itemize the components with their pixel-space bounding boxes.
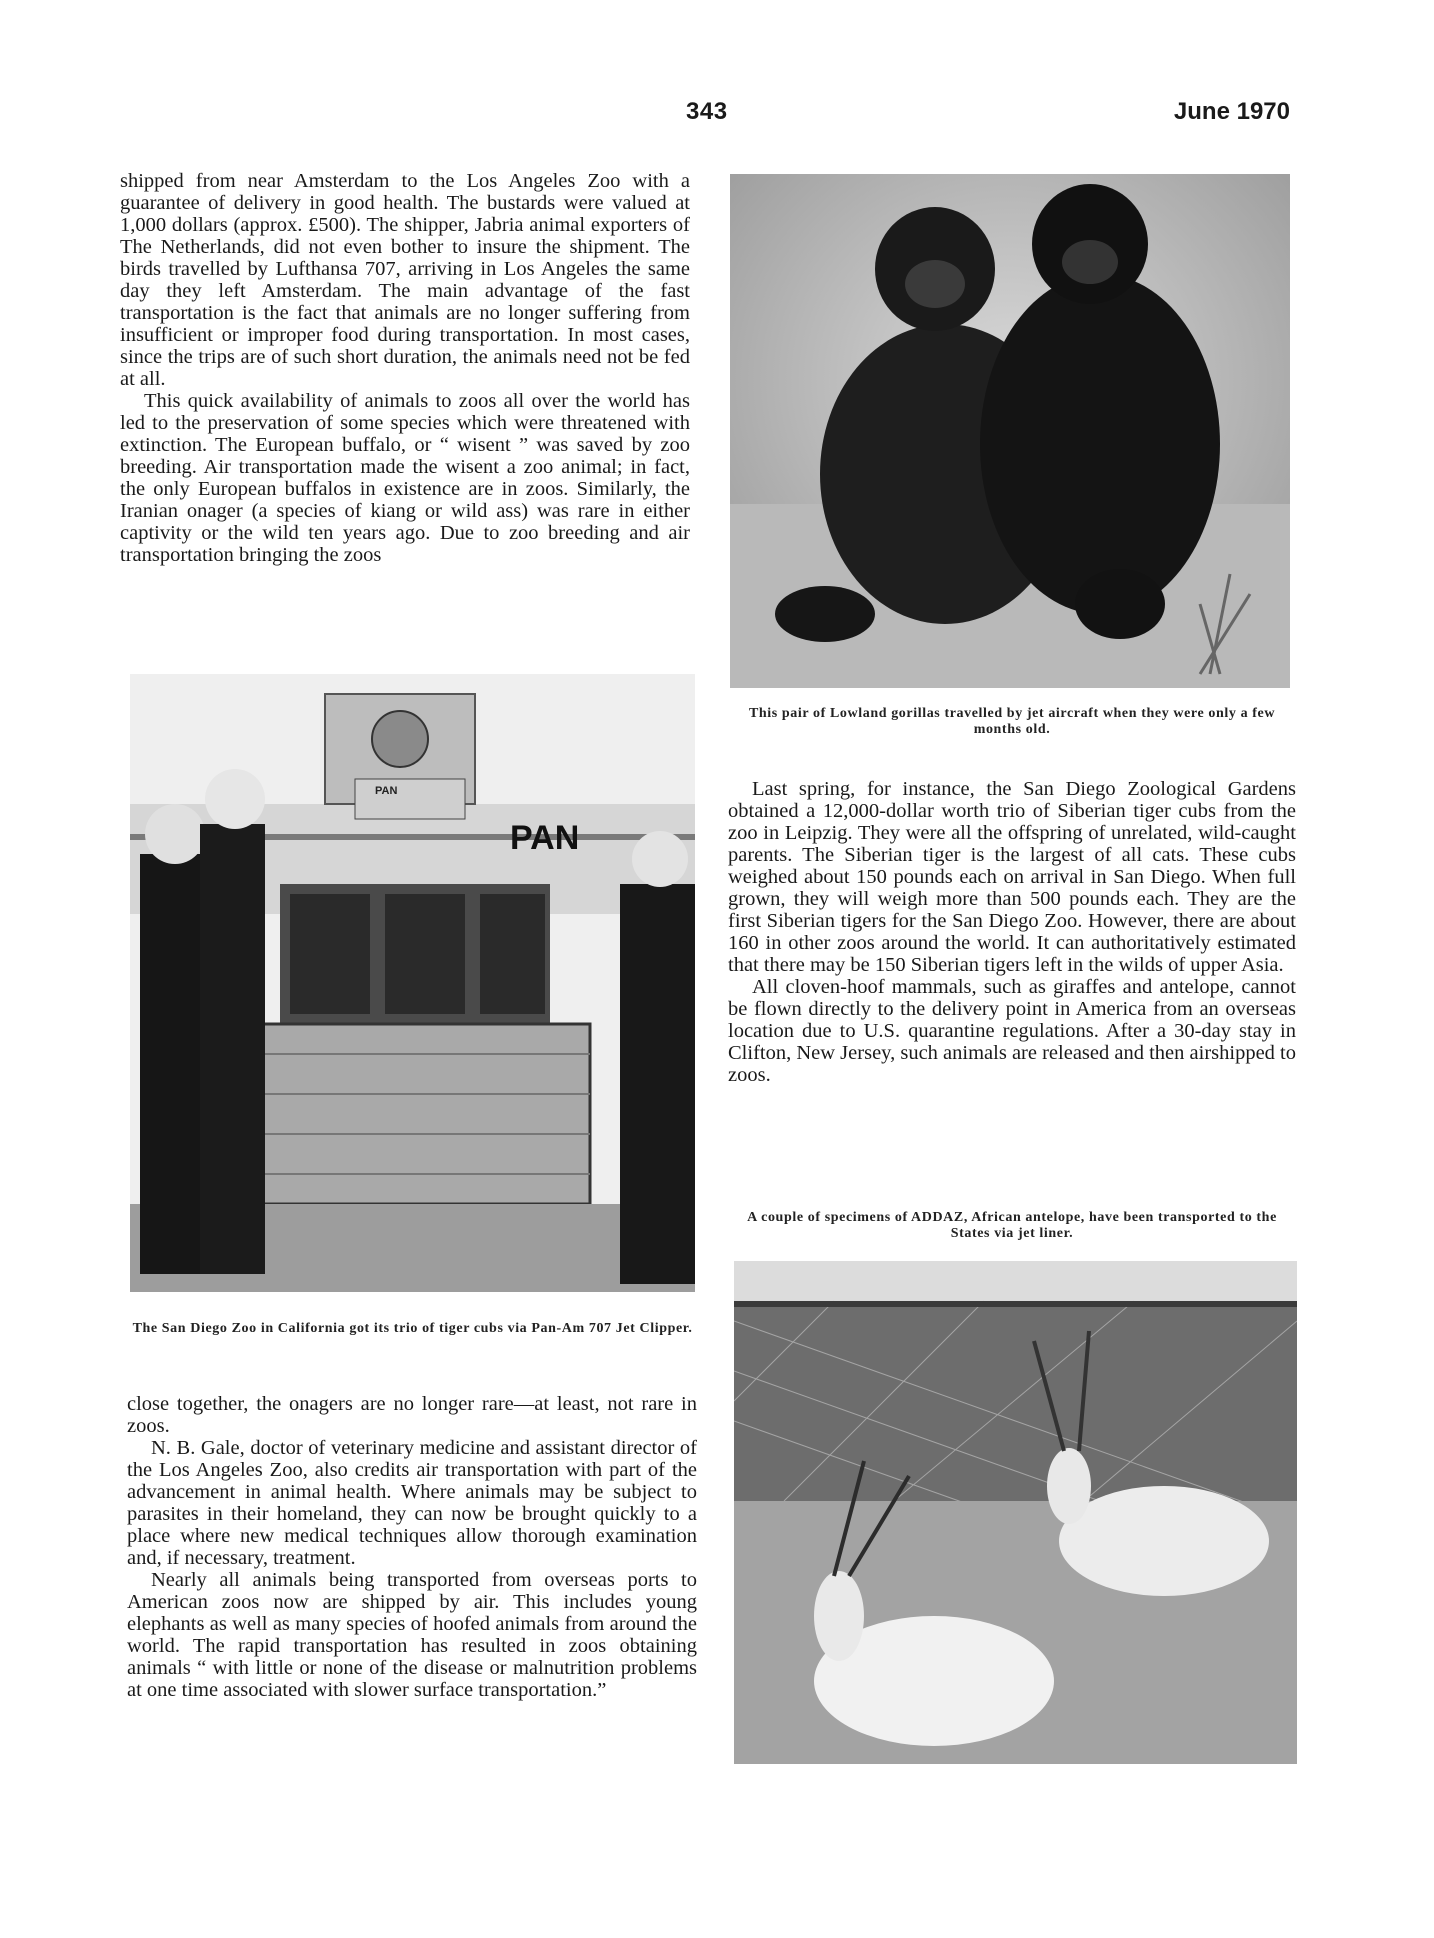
addax-caption: A couple of specimens of ADDAZ, African antelope, have been transported to the States via jet liner. bbox=[747, 1210, 1277, 1241]
issue-date: June 1970 bbox=[1173, 98, 1290, 125]
crate-label: PAN bbox=[375, 785, 398, 797]
gorillas-caption: This pair of Lowland gorillas travelled by jet aircraft when they were only a few months old. bbox=[748, 706, 1276, 737]
gorillas-photo bbox=[730, 174, 1290, 688]
paragraph: N. B. Gale, doctor of veterinary medicine and assistant director of the Los Angeles Zoo, also credits air transportation with part of the advancement in animal health. Where animals may be subject to parasites in their homeland, they can now be brought quickly to a place where new medical techniques allow thorough examination and, if necessary, treatment. bbox=[127, 1437, 697, 1569]
tiger-cubs-caption: The San Diego Zoo in California got its trio of tiger cubs via Pan-Am 707 Jet Clipper. bbox=[132, 1321, 693, 1336]
paragraph: All cloven-hoof mammals, such as giraffes and antelope, cannot be flown directly to the delivery point in America from an overseas location due to U.S. quarantine regulations. After a 30-day stay in Clifton, New Jersey, such animals are released and then airshipped to zoos. bbox=[728, 976, 1296, 1086]
fuselage-logo: PAN bbox=[510, 819, 580, 857]
tiger-cubs-cargo-photo bbox=[130, 674, 695, 1292]
left-column-bottom bbox=[127, 1393, 697, 1701]
left-column-top bbox=[120, 170, 690, 566]
paragraph: Last spring, for instance, the San Diego Zoological Gardens obtained a 12,000-dollar worth trio of Siberian tiger cubs from the zoo in Leipzig. They were all the offspring of unrelated, wild-caught parents. The Siberian tiger is the largest of all cats. These cubs weighed about 150 pounds each on arrival in San Diego. When full grown, they will weigh more than 500 pounds each. They are the first Siberian tigers for the San Diego Zoo. However, there are about 160 in other zoos around the world. It can authoritatively estimated that there may be 150 Siberian tigers left in the wilds of upper Asia. bbox=[728, 778, 1296, 976]
addax-antelope-photo bbox=[734, 1261, 1297, 1764]
paragraph: close together, the onagers are no longer rare—at least, not rare in zoos. bbox=[127, 1393, 697, 1437]
page-number: 343 bbox=[686, 98, 728, 125]
right-column bbox=[728, 778, 1296, 1086]
paragraph: Nearly all animals being transported from overseas ports to American zoos now are shipped by air. This includes young elephants as well as many species of hoofed animals from around the world. The rapid transportation has resulted in zoos obtaining animals “ with little or none of the disease or malnutrition problems at one time associated with slower surface transportation.” bbox=[127, 1569, 697, 1701]
paragraph: This quick availability of animals to zoos all over the world has led to the preservation of some species which were threatened with extinction. The European buffalo, or “ wisent ” was saved by zoo breeding. Air transportation made the wisent a zoo animal; in fact, the only European buffalos in existence are in zoos. Similarly, the Iranian onager (a species of kiang or wild ass) was rare in either captivity or the wild ten years ago. Due to zoo breeding and air transportation bringing the zoos bbox=[120, 390, 690, 566]
paragraph: shipped from near Amsterdam to the Los Angeles Zoo with a guarantee of delivery in good health. The bustards were valued at 1,000 dollars (approx. £500). The shipper, Jabria animal exporters of The Netherlands, did not even bother to insure the shipment. The birds travelled by Lufthansa 707, arriving in Los Angeles the same day they left Amsterdam. The main advantage of the fast transportation is the fact that animals are no longer suffering from insufficient or improper food during transportation. In most cases, since the trips are of such short duration, the animals need not be fed at all. bbox=[120, 170, 690, 390]
